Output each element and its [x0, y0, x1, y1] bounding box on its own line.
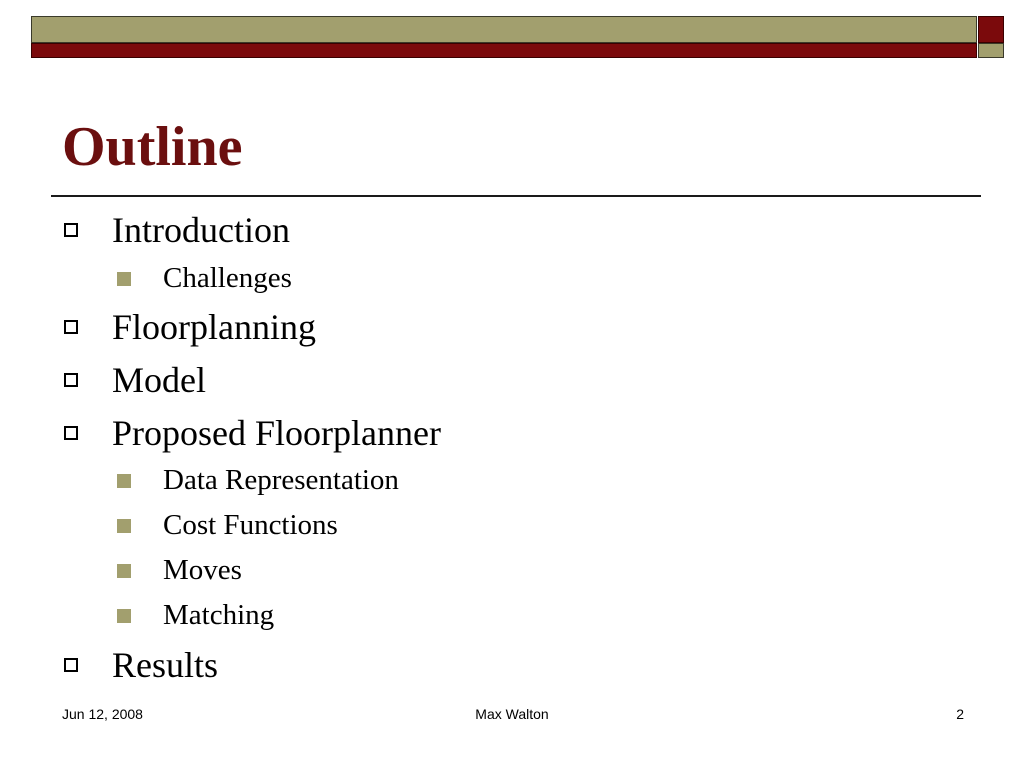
- outline-subitem-text: Cost Functions: [163, 509, 338, 541]
- outline-item: [64, 306, 316, 348]
- outline-item-text: Introduction: [112, 210, 290, 250]
- outline-subitem-text: Challenges: [163, 262, 292, 294]
- header-banner-olive: [31, 16, 977, 43]
- filled-square-bullet-icon: [117, 519, 131, 533]
- filled-square-bullet-icon: [117, 474, 131, 488]
- outline-subitem-text: Moves: [163, 554, 242, 586]
- hollow-square-bullet-icon: [64, 373, 78, 387]
- outline-subitem: [117, 464, 399, 497]
- outline-item: [64, 209, 290, 251]
- outline-subitem-text: Matching: [163, 599, 275, 631]
- filled-square-bullet-icon: [117, 272, 131, 286]
- hollow-square-bullet-icon: [64, 426, 78, 440]
- title-divider: [51, 195, 981, 197]
- outline-subitem: [117, 509, 338, 542]
- outline-item: [64, 359, 206, 401]
- footer-author: Max Walton: [475, 706, 549, 722]
- outline-subitem-text: Data Representation: [163, 464, 399, 496]
- filled-square-bullet-icon: [117, 564, 131, 578]
- slide-title: Outline: [62, 116, 243, 178]
- outline-item: [64, 644, 218, 686]
- outline-item-text: Model: [112, 360, 206, 400]
- footer-date: Jun 12, 2008: [62, 706, 143, 722]
- outline-item-text: Results: [112, 645, 219, 685]
- outline-subitem: [117, 554, 242, 587]
- outline-subitem: [117, 599, 274, 632]
- outline-item-text: Proposed Floorplanner: [112, 413, 441, 453]
- hollow-square-bullet-icon: [64, 658, 78, 672]
- header-banner-red: [31, 43, 977, 58]
- outline-subitem: [117, 262, 292, 295]
- outline-item: [64, 412, 441, 454]
- hollow-square-bullet-icon: [64, 320, 78, 334]
- outline-item-text: Floorplanning: [112, 307, 316, 347]
- header-corner-olive: [978, 43, 1004, 58]
- filled-square-bullet-icon: [117, 609, 131, 623]
- hollow-square-bullet-icon: [64, 223, 78, 237]
- header-corner-red: [978, 16, 1004, 43]
- footer-page-number: 2: [956, 706, 964, 722]
